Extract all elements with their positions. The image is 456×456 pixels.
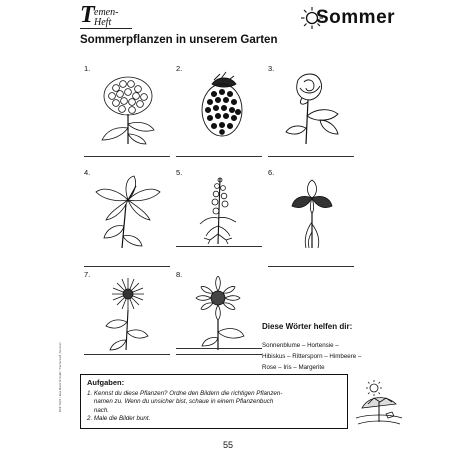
helper-word-list (262, 340, 402, 374)
answer-line (176, 354, 262, 355)
task-line: nach. (87, 406, 110, 414)
tasks-box (80, 374, 348, 429)
plant-cell-8 (176, 270, 262, 358)
answer-line (176, 156, 262, 157)
task-line: namen zu. Wenn du unsicher bist, schaue in einem Pflanzenbuch (87, 398, 274, 406)
page-title: Sommerpflanzen in unserem Garten (80, 34, 278, 46)
task-line: 2. Male die Bilder bunt. (87, 415, 151, 423)
plant-number: 8. (176, 270, 183, 279)
answer-line (84, 266, 170, 267)
beach-umbrella-illustration (354, 378, 404, 428)
plant-cell-7 (84, 270, 170, 358)
answer-line (84, 354, 170, 355)
plant-cell-4 (84, 168, 170, 256)
answer-line (84, 156, 170, 157)
season-title: Sommer (316, 7, 396, 28)
helper-line: Sonnenblume – Hortensie – (262, 342, 339, 349)
answer-line (268, 266, 354, 267)
publisher-note: BVK TH22 • Ewa Maria Schmidt • Themenheft „Sommer“ (58, 341, 62, 412)
plant-number: 3. (268, 64, 275, 73)
logo-letter: T (80, 2, 95, 28)
plant-cell-5 (176, 168, 262, 256)
hibiscus-drawing (92, 174, 166, 250)
plant-cell-3 (268, 64, 354, 152)
plant-number: 2. (176, 64, 183, 73)
iris-drawing (276, 174, 350, 250)
answer-line (268, 156, 354, 157)
themenheft-logo (80, 4, 150, 30)
logo-underline (80, 28, 132, 29)
sunflower-drawing (184, 276, 258, 352)
helper-line: Hibiskus – Rittersporn – Himbeere – (262, 353, 362, 361)
logo-word-bottom: Heft (94, 17, 112, 28)
plant-cell-6 (268, 168, 354, 256)
plant-number: 4. (84, 168, 91, 177)
plant-number: 6. (268, 168, 275, 177)
rose-drawing (276, 70, 350, 146)
plant-number: 1. (84, 64, 91, 73)
plant-number: 5. (176, 168, 183, 177)
plant-number: 7. (84, 270, 91, 279)
hydrangea-drawing (92, 70, 166, 146)
logo-word-top: emen- (94, 7, 119, 18)
plant-cell-2 (176, 64, 262, 152)
season-logo (298, 2, 396, 32)
plant-cell-1 (84, 64, 170, 152)
raspberry-drawing (184, 70, 258, 146)
page-number: 55 (222, 440, 233, 450)
larkspur-drawing (184, 174, 258, 250)
answer-line (176, 246, 262, 247)
helper-line: Rose – Iris – Margerite (262, 364, 325, 372)
helper-title: Diese Wörter helfen dir: (262, 322, 353, 331)
answer-line (176, 348, 262, 349)
task-line: 1. Kennst du diese Pflanzen? Ordne den Bildern die richtigen Pflanzen- (87, 390, 283, 397)
marguerite-drawing (92, 276, 166, 352)
tasks-title: Aufgaben: (87, 378, 125, 387)
